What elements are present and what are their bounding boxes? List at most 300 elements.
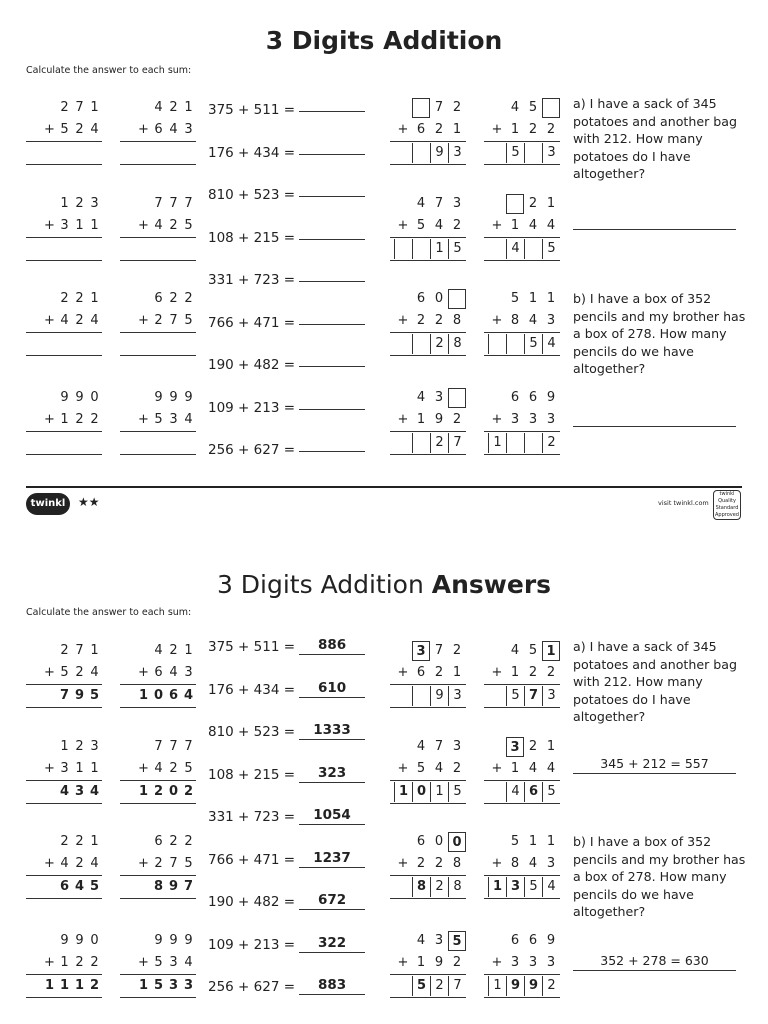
- digit: 2: [184, 834, 193, 849]
- sum-second-number: [26, 952, 102, 974]
- digit: 2: [452, 955, 462, 970]
- digit: 2: [75, 412, 84, 427]
- answer-digit: 1: [138, 784, 149, 799]
- horizontal-question: 810 + 523 =: [208, 187, 296, 203]
- digit: 4: [546, 218, 556, 233]
- digit: 4: [510, 100, 520, 115]
- digit: 1: [546, 834, 556, 849]
- word-answer-a: 345 + 212 = 557: [573, 756, 736, 774]
- horizontal-question: 256 + 627 =: [208, 979, 296, 995]
- sum-second-number: [120, 310, 196, 332]
- digit: 3: [184, 122, 193, 137]
- vertical-sum: [120, 97, 196, 165]
- sum-answer: [26, 237, 102, 261]
- sum-top-number: [26, 97, 102, 119]
- digit: 5: [448, 782, 466, 802]
- digit: 4: [506, 782, 524, 802]
- missing-answer-cell: 0: [412, 782, 430, 802]
- missing-answer-row: [390, 141, 466, 165]
- answer-digit: 1: [59, 978, 70, 993]
- digit: 3: [542, 686, 560, 706]
- page-title: 3 Digits Addition: [265, 26, 503, 55]
- digit: 1: [546, 739, 556, 754]
- missing-answer-cell: 1: [488, 877, 506, 897]
- digit: 2: [452, 218, 462, 233]
- plus-sign: +: [138, 412, 149, 427]
- missing-box: [506, 194, 524, 214]
- digit: 2: [430, 976, 448, 996]
- missing-answer-cell: 1: [394, 782, 412, 802]
- missing-top-row: [390, 97, 466, 119]
- digit: 2: [546, 665, 556, 680]
- plus-sign: +: [397, 412, 409, 427]
- digit: 1: [90, 291, 99, 306]
- sum-top-number: [120, 97, 196, 119]
- missing-digit-sum: [390, 640, 466, 708]
- answer-digit: 2: [183, 784, 194, 799]
- missing-box: [448, 289, 466, 309]
- digit: 1: [90, 643, 99, 658]
- digit: 3: [510, 412, 520, 427]
- digit: 5: [510, 834, 520, 849]
- digit: 0: [90, 390, 99, 405]
- horizontal-sum: [208, 976, 365, 998]
- sum-top-number: [26, 831, 102, 853]
- missing-answer-cell: 9: [524, 976, 542, 996]
- horizontal-answer: [299, 433, 365, 452]
- digit: 2: [75, 739, 84, 754]
- answer-digit: 7: [183, 879, 194, 894]
- horizontal-answer: 1333: [299, 721, 365, 740]
- horizontal-sum: [208, 433, 365, 458]
- horizontal-sum: [208, 348, 365, 373]
- missing-box: [412, 98, 430, 118]
- sum-second-number: [26, 758, 102, 780]
- missing-digit-sum: [484, 640, 560, 708]
- digit: 4: [528, 218, 538, 233]
- plus-sign: +: [138, 955, 149, 970]
- digit: 3: [452, 196, 462, 211]
- digit: 3: [546, 856, 556, 871]
- missing-top-row: [390, 193, 466, 215]
- digit: 4: [434, 218, 444, 233]
- horizontal-sum: [208, 679, 365, 701]
- missing-top-row: [484, 640, 560, 662]
- vertical-sum: [120, 930, 196, 998]
- sum-answer: [26, 431, 102, 455]
- missing-second-row: [390, 215, 466, 237]
- digit: 4: [169, 665, 178, 680]
- missing-second-row: [390, 310, 466, 332]
- horizontal-sum: [208, 806, 365, 828]
- horizontal-sum: [208, 636, 365, 658]
- horizontal-answer: [299, 221, 365, 240]
- digit: 4: [154, 761, 163, 776]
- missing-digit-sum: [390, 288, 466, 356]
- digit: 4: [528, 856, 538, 871]
- missing-answer-cell: [412, 433, 430, 453]
- missing-top-row: [390, 930, 466, 952]
- horizontal-question: 108 + 215 =: [208, 766, 296, 783]
- digit: 9: [60, 390, 69, 405]
- digit: 7: [184, 196, 193, 211]
- digit: 5: [416, 218, 426, 233]
- digit: 9: [169, 390, 178, 405]
- sum-answer: [120, 141, 196, 165]
- digit: 9: [430, 143, 448, 163]
- digit: 1: [90, 761, 99, 776]
- digit: 2: [90, 412, 99, 427]
- digit: 4: [90, 856, 99, 871]
- digit: 1: [430, 782, 448, 802]
- digit: 2: [434, 122, 444, 137]
- visit-link: visit twinkl.com: [658, 499, 709, 507]
- digit: 4: [416, 739, 426, 754]
- answer-digit: 3: [74, 784, 85, 799]
- missing-answer-row: [390, 875, 466, 899]
- sum-answer: [26, 332, 102, 356]
- horizontal-answer: 1054: [299, 806, 365, 825]
- missing-answer-row: [484, 431, 560, 455]
- missing-second-row: [484, 119, 560, 141]
- digit: 5: [448, 239, 466, 259]
- page-divider: [26, 486, 742, 488]
- horizontal-sum: [208, 263, 365, 288]
- sum-second-number: [120, 409, 196, 431]
- digit: 4: [184, 955, 193, 970]
- missing-top-row: [390, 640, 466, 662]
- digit: 2: [430, 877, 448, 897]
- sum-top-number: [120, 831, 196, 853]
- digit: 5: [510, 291, 520, 306]
- missing-box: 5: [448, 931, 466, 951]
- plus-sign: +: [138, 122, 149, 137]
- digit: 2: [434, 313, 444, 328]
- missing-second-row: [484, 758, 560, 780]
- missing-box: 0: [448, 832, 466, 852]
- horizontal-question: 108 + 215 =: [208, 229, 296, 246]
- digit: 3: [434, 390, 444, 405]
- digit: 8: [510, 313, 520, 328]
- sum-top-number: [120, 640, 196, 662]
- missing-answer-row: [390, 332, 466, 356]
- missing-digit-sum: [484, 387, 560, 455]
- answer-digit: 4: [59, 784, 70, 799]
- digit: 5: [416, 761, 426, 776]
- digit: 9: [184, 390, 193, 405]
- digit: 4: [542, 334, 560, 354]
- plus-sign: +: [397, 955, 409, 970]
- digit: 9: [60, 933, 69, 948]
- digit: 1: [430, 239, 448, 259]
- digit: 4: [434, 761, 444, 776]
- digit: 2: [416, 313, 426, 328]
- quality-badge-icon: twinkl Quality Standard Approved: [713, 490, 741, 520]
- digit: 1: [510, 218, 520, 233]
- missing-answer-cell: [524, 239, 542, 259]
- digit: 9: [430, 686, 448, 706]
- answer-digit: 0: [168, 784, 179, 799]
- digit: 4: [506, 239, 524, 259]
- horizontal-answer: [299, 136, 365, 155]
- vertical-sum: [26, 387, 102, 455]
- digit: 4: [154, 218, 163, 233]
- digit: 7: [154, 739, 163, 754]
- digit: 2: [169, 761, 178, 776]
- digit: 5: [60, 665, 69, 680]
- horizontal-question: 109 + 213 =: [208, 936, 296, 953]
- sum-second-number: [120, 662, 196, 684]
- horizontal-answer: [299, 93, 365, 112]
- vertical-sum: [26, 193, 102, 261]
- digit: 3: [528, 955, 538, 970]
- missing-answer-cell: [394, 239, 412, 259]
- sum-answer: [26, 974, 102, 998]
- sum-answer: [26, 780, 102, 804]
- horizontal-question: 109 + 213 =: [208, 399, 296, 416]
- missing-second-row: [484, 310, 560, 332]
- digit: 3: [448, 143, 466, 163]
- sum-top-number: [26, 387, 102, 409]
- stars-icon: ★★: [78, 495, 100, 509]
- plus-sign: +: [491, 313, 503, 328]
- digit: 1: [60, 955, 69, 970]
- digit: 2: [452, 100, 462, 115]
- answers-title-plain: 3 Digits Addition: [216, 570, 424, 599]
- digit: 2: [75, 665, 84, 680]
- sum-answer: [120, 875, 196, 899]
- horizontal-sum: [208, 391, 365, 416]
- sum-answer: [120, 684, 196, 708]
- digit: 4: [169, 122, 178, 137]
- sum-top-number: [26, 640, 102, 662]
- answers-title-bold: Answers: [431, 570, 552, 599]
- missing-top-row: [390, 831, 466, 853]
- digit: 1: [184, 643, 193, 658]
- digit: 4: [154, 100, 163, 115]
- vertical-sum: [26, 831, 102, 899]
- missing-second-row: [484, 853, 560, 875]
- digit: 2: [546, 122, 556, 137]
- digit: 9: [546, 933, 556, 948]
- missing-answer-cell: [488, 334, 506, 354]
- digit: 5: [184, 218, 193, 233]
- missing-digit-sum: [484, 97, 560, 165]
- sum-answer: [120, 431, 196, 455]
- digit: 2: [416, 856, 426, 871]
- missing-answer-row: [484, 332, 560, 356]
- horizontal-answer: [299, 306, 365, 325]
- digit: 9: [75, 390, 84, 405]
- plus-sign: +: [397, 218, 409, 233]
- digit: 5: [154, 955, 163, 970]
- missing-answer-row: [484, 141, 560, 165]
- horizontal-question: 766 + 471 =: [208, 851, 296, 868]
- missing-digit-sum: [484, 930, 560, 998]
- digit: 2: [169, 643, 178, 658]
- digit: 4: [154, 643, 163, 658]
- digit: 2: [434, 856, 444, 871]
- horizontal-question: 190 + 482 =: [208, 357, 296, 373]
- digit: 1: [416, 955, 426, 970]
- digit: 7: [169, 313, 178, 328]
- digit: 6: [528, 390, 538, 405]
- digit: 2: [430, 433, 448, 453]
- digit: 2: [154, 313, 163, 328]
- digit: 6: [154, 122, 163, 137]
- horizontal-sum: [208, 721, 365, 743]
- digit: 5: [506, 686, 524, 706]
- digit: 7: [448, 433, 466, 453]
- digit: 2: [452, 412, 462, 427]
- horizontal-sum: [208, 221, 365, 246]
- missing-digit-sum: [390, 193, 466, 261]
- digit: 1: [60, 739, 69, 754]
- sum-top-number: [120, 736, 196, 758]
- vertical-sum: [26, 640, 102, 708]
- plus-sign: +: [44, 955, 55, 970]
- sum-answer: [120, 974, 196, 998]
- missing-top-row: [484, 387, 560, 409]
- horizontal-question: 766 + 471 =: [208, 314, 296, 331]
- missing-top-row: [484, 288, 560, 310]
- missing-top-row: [484, 97, 560, 119]
- horizontal-question: 176 + 434 =: [208, 681, 296, 698]
- sum-answer: [26, 875, 102, 899]
- digit: 4: [90, 313, 99, 328]
- digit: 2: [75, 856, 84, 871]
- word-answer-line-b: [573, 409, 736, 427]
- missing-top-row: [484, 930, 560, 952]
- sum-top-number: [26, 288, 102, 310]
- horizontal-question: 190 + 482 =: [208, 894, 296, 910]
- missing-answer-row: [390, 974, 466, 998]
- plus-sign: +: [491, 218, 503, 233]
- digit: 7: [434, 643, 444, 658]
- answer-digit: 1: [138, 688, 149, 703]
- digit: 3: [169, 955, 178, 970]
- digit: 1: [75, 218, 84, 233]
- plus-sign: +: [491, 955, 503, 970]
- twinkl-logo: twinkl: [26, 493, 70, 515]
- digit: 2: [75, 196, 84, 211]
- digit: 2: [542, 433, 560, 453]
- digit: 7: [434, 100, 444, 115]
- answer-digit: 1: [74, 978, 85, 993]
- missing-top-row: [484, 831, 560, 853]
- plus-sign: +: [138, 218, 149, 233]
- answer-digit: 4: [74, 879, 85, 894]
- digit: 4: [510, 643, 520, 658]
- horizontal-answer: 672: [299, 891, 365, 910]
- digit: 2: [75, 313, 84, 328]
- missing-second-row: [484, 952, 560, 974]
- digit: 2: [60, 291, 69, 306]
- digit: 6: [510, 933, 520, 948]
- plus-sign: +: [44, 218, 55, 233]
- digit: 8: [452, 856, 462, 871]
- digit: 6: [510, 390, 520, 405]
- missing-second-row: [390, 853, 466, 875]
- sum-answer: [120, 780, 196, 804]
- digit: 3: [546, 313, 556, 328]
- missing-answer-row: [484, 974, 560, 998]
- missing-top-row: [390, 288, 466, 310]
- digit: 9: [434, 955, 444, 970]
- sum-second-number: [26, 310, 102, 332]
- answer-digit: 2: [153, 784, 164, 799]
- digit: 5: [506, 143, 524, 163]
- digit: 5: [154, 412, 163, 427]
- digit: 3: [60, 218, 69, 233]
- digit: 2: [528, 665, 538, 680]
- digit: 2: [169, 834, 178, 849]
- horizontal-answer: [299, 391, 365, 410]
- horizontal-question: 176 + 434 =: [208, 144, 296, 161]
- digit: 1: [546, 196, 556, 211]
- plus-sign: +: [491, 761, 503, 776]
- plus-sign: +: [44, 412, 55, 427]
- plus-sign: +: [138, 313, 149, 328]
- horizontal-answer: 610: [299, 679, 365, 698]
- missing-answer-row: [390, 431, 466, 455]
- digit: 1: [416, 412, 426, 427]
- digit: 2: [528, 196, 538, 211]
- digit: 3: [452, 739, 462, 754]
- digit: 9: [75, 933, 84, 948]
- missing-answer-cell: [412, 143, 430, 163]
- digit: 2: [60, 834, 69, 849]
- digit: 0: [434, 291, 444, 306]
- sum-answer: [26, 684, 102, 708]
- vertical-sum: [26, 736, 102, 804]
- horizontal-sum: [208, 849, 365, 871]
- plus-sign: +: [397, 122, 409, 137]
- vertical-sum: [26, 288, 102, 356]
- missing-answer-cell: [506, 433, 524, 453]
- digit: 2: [452, 761, 462, 776]
- missing-answer-cell: 5: [412, 976, 430, 996]
- digit: 1: [488, 433, 506, 453]
- digit: 2: [60, 643, 69, 658]
- digit: 0: [90, 933, 99, 948]
- digit: 2: [542, 976, 560, 996]
- digit: 1: [510, 761, 520, 776]
- sum-second-number: [26, 409, 102, 431]
- digit: 4: [90, 665, 99, 680]
- digit: 2: [452, 643, 462, 658]
- plus-sign: +: [138, 856, 149, 871]
- missing-digit-sum: [390, 387, 466, 455]
- horizontal-question: 331 + 723 =: [208, 272, 296, 288]
- missing-answer-row: [484, 875, 560, 899]
- digit: 1: [528, 834, 538, 849]
- digit: 4: [546, 761, 556, 776]
- digit: 3: [169, 412, 178, 427]
- missing-answer-row: [390, 780, 466, 804]
- answer-digit: 0: [153, 688, 164, 703]
- answer-digit: 5: [153, 978, 164, 993]
- sum-answer: [26, 141, 102, 165]
- missing-answer-row: [484, 237, 560, 261]
- digit: 5: [60, 122, 69, 137]
- vertical-sum: [120, 736, 196, 804]
- answer-digit: 6: [59, 879, 70, 894]
- missing-box: 3: [412, 641, 430, 661]
- sum-top-number: [120, 193, 196, 215]
- missing-top-row: [390, 736, 466, 758]
- missing-top-row: [484, 193, 560, 215]
